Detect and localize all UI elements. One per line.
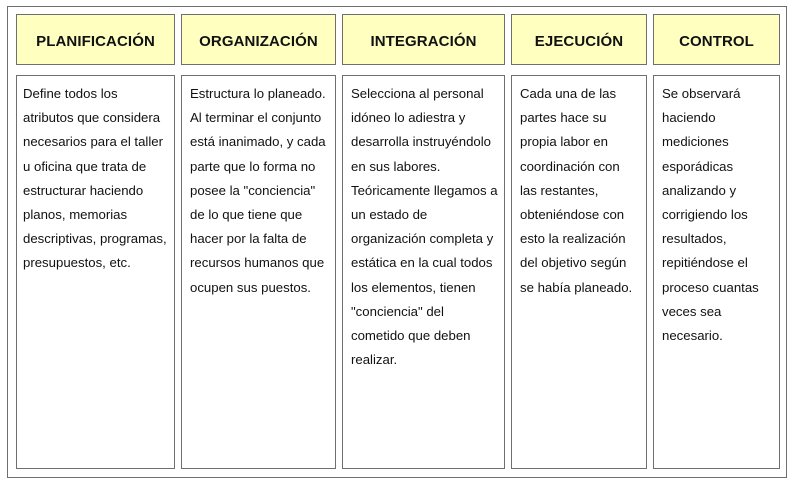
column-header-planificacion: PLANIFICACIÓN: [16, 14, 175, 65]
column-text-control: Se observará haciendo mediciones esporádicas analizando y corrigiendo los resultados, repitiéndose el proceso cuantas veces sea necesario.: [653, 75, 780, 469]
process-table: [7, 6, 787, 478]
column-header-integracion: INTEGRACIÓN: [342, 14, 505, 65]
column-organizacion: [181, 14, 336, 469]
column-ejecucion: [511, 14, 647, 469]
column-text-integracion: Selecciona al personal idóneo lo adiestra y desarrolla instruyéndolo en sus labores. Teóricamente llegamos a un estado de organización completa y estática en la cual todos los elementos, tienen "conciencia" del cometido que deben realizar.: [342, 75, 505, 469]
column-text-planificacion: Define todos los atributos que considera necesarios para el taller u oficina que trata de estructurar haciendo planos, memorias descriptivas, programas, presupuestos, etc.: [16, 75, 175, 469]
column-text-organizacion: Estructura lo planeado. Al terminar el conjunto está inanimado, y cada parte que lo forma no posee la "conciencia" de lo que tiene que hacer por la falta de recursos humanos que ocupen sus puestos.: [181, 75, 336, 469]
column-integracion: [342, 14, 505, 469]
column-header-ejecucion: EJECUCIÓN: [511, 14, 647, 65]
column-text-ejecucion: Cada una de las partes hace su propia labor en coordinación con las restantes, obteniéndose con esto la realización del objetivo según se había planeado.: [511, 75, 647, 469]
column-header-organizacion: ORGANIZACIÓN: [181, 14, 336, 65]
column-planificacion: [16, 14, 175, 469]
column-header-control: CONTROL: [653, 14, 780, 65]
column-control: [653, 14, 780, 469]
